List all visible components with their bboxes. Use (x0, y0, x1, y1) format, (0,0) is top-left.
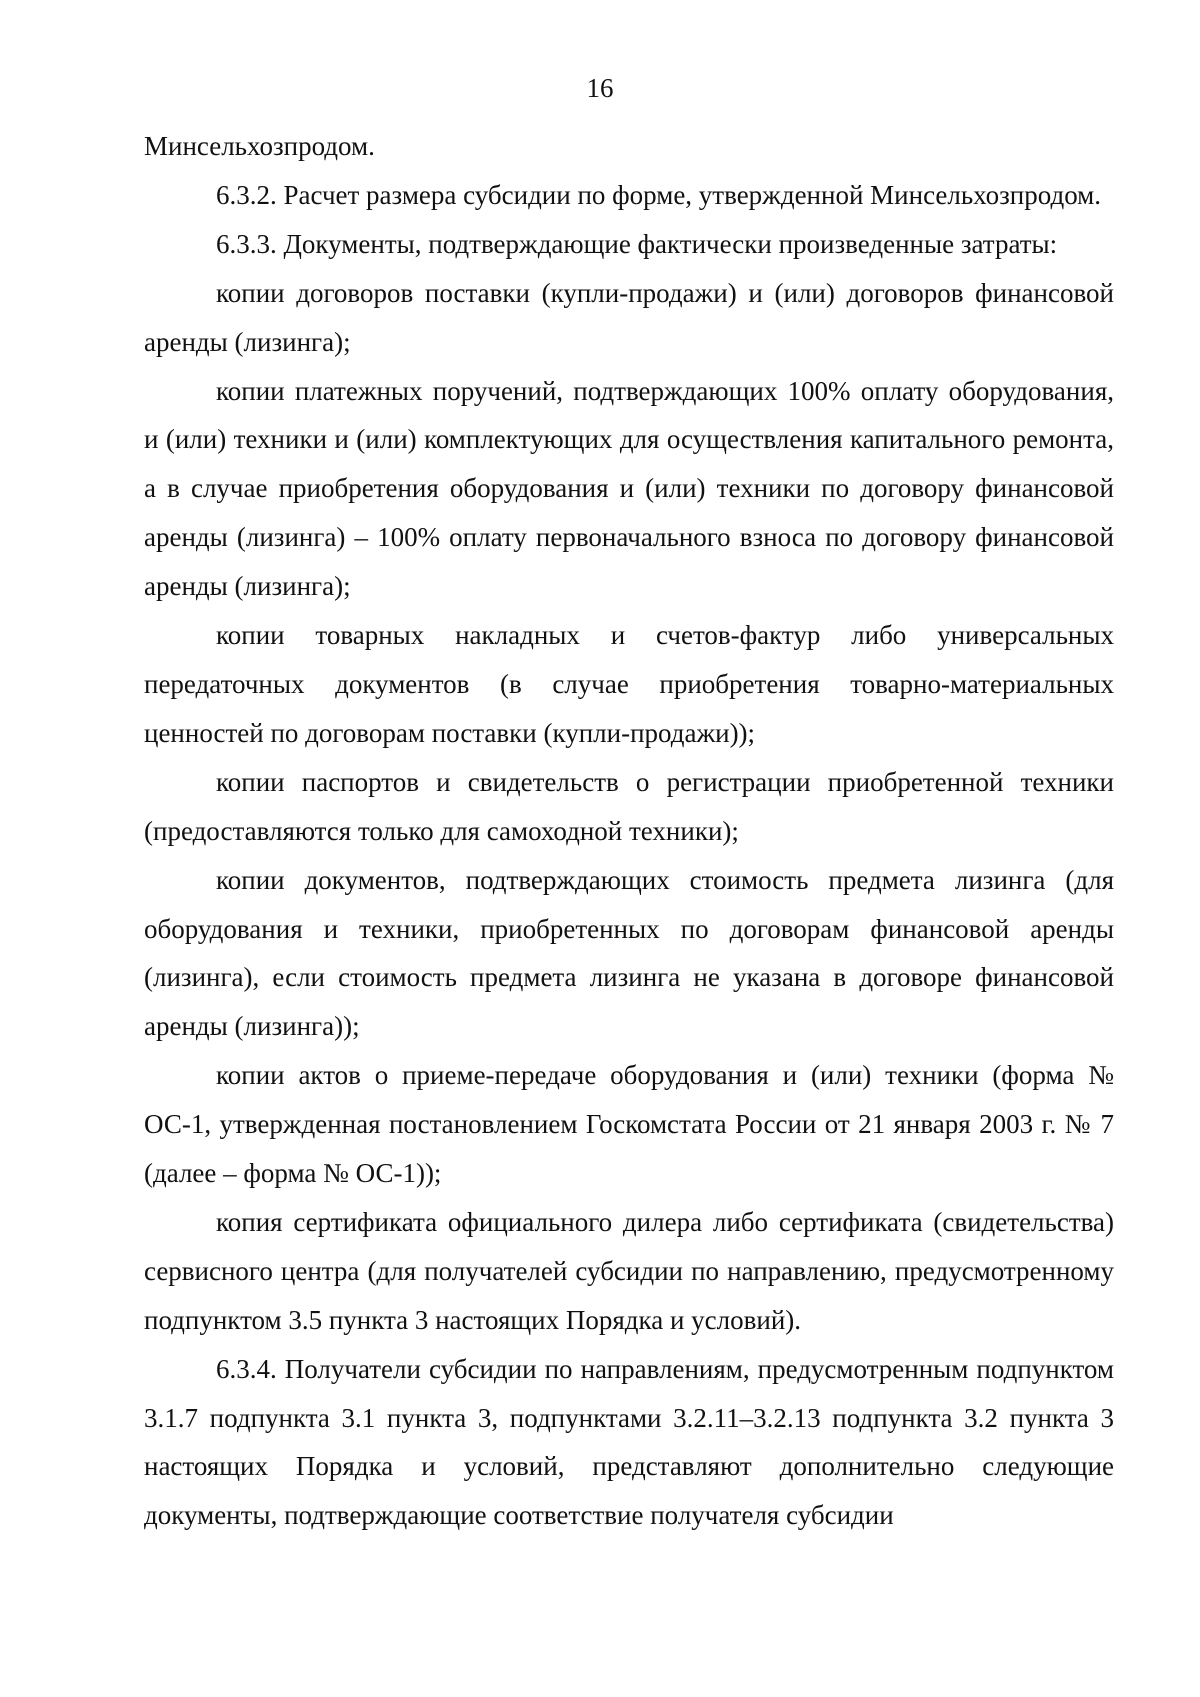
list-item-leasing-cost-documents: копии документов, подтверждающих стоимость предмета лизинга (для оборудования и техники, приобретенных по договорам финансовой аренды (лизинга), если стоимость предмета лизинга не указана в договоре финансовой аренды (лизинга)); (144, 864, 1114, 1042)
document-body (144, 122, 1114, 1540)
paragraph-6-3-3: 6.3.3. Документы, подтверждающие фактически произведенные затраты: (216, 228, 1058, 259)
list-item-acceptance-acts: копии актов о приеме-передаче оборудования и (или) техники (форма № ОС-1, утвержденная постановлением Госкомстата России от 21 января 2003 г. № 7 (далее – форма № ОС-1)); (144, 1060, 1114, 1189)
page-number: 16 (586, 73, 614, 103)
paragraph-continuation: Минсельхозпродом. (144, 131, 375, 161)
list-item-passports: копии паспортов и свидетельств о регистрации приобретенной техники (предоставляются только для самоходной техники); (144, 766, 1114, 846)
paragraph-6-3-2: 6.3.2. Расчет размера субсидии по форме, утвержденной Минсельхозпродом. (216, 179, 1102, 210)
list-item-payment-orders: копии платежных поручений, подтверждающих 100% оплату оборудования, и (или) техники и (или) комплектующих для осуществления капитального ремонта, а в случае приобретения оборудования и (или) техники по договору финансовой аренды (лизинга) – 100% оплату первоначального взноса по договору финансовой аренды (лизинга); (144, 375, 1114, 602)
list-item-invoices: копии товарных накладных и счетов-фактур либо универсальных передаточных документов (в случае приобретения товарно-материальных ценностей по договорам поставки (купли-продажи)); (144, 620, 1114, 748)
list-item-dealer-certificate: копия сертификата официального дилера либо сертификата (свидетельства) сервисного центра (для получателей субсидии по направлению, предусмотренному подпунктом 3.5 пункта 3 настоящих Порядка и условий). (144, 1206, 1114, 1335)
list-item-supply-contracts: копии договоров поставки (купли-продажи) и (или) договоров финансовой аренды (лизинга); (144, 277, 1114, 357)
paragraph-6-3-4: 6.3.4. Получатели субсидии по направлениям, предусмотренным подпунктом 3.1.7 подпункта 3.1 пункта 3, подпунктами 3.2.11–3.2.13 подпункта 3.2 пункта 3 настоящих Порядка и условий, представляют дополнительно следующие документы, подтверждающие соответствие получателя субсидии (144, 1353, 1114, 1531)
